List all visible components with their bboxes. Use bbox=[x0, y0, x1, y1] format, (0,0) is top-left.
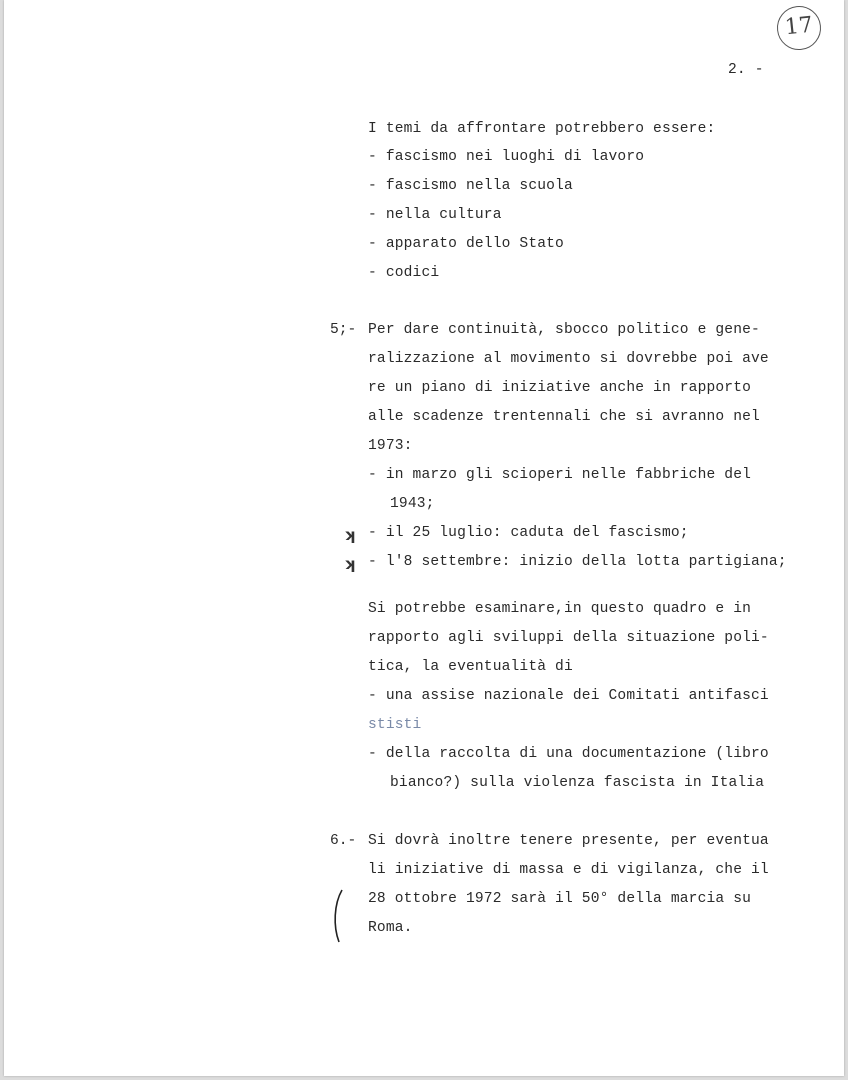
text-line: 28 ottobre 1972 sarà il 50° della marcia su bbox=[368, 891, 752, 907]
handwritten-bracket bbox=[330, 888, 344, 944]
margin-mark: ʞ bbox=[344, 526, 355, 544]
text-line: I temi da affrontare potrebbero essere: bbox=[368, 121, 716, 137]
section-number-5: 5;- bbox=[330, 322, 357, 338]
document-page bbox=[4, 0, 844, 1076]
text-line: Per dare continuità, sbocco politico e gene- bbox=[368, 322, 760, 338]
text-line: alle scadenze trentennali che si avranno nel bbox=[368, 409, 760, 425]
page-number: 2. - bbox=[728, 62, 764, 78]
text-line: 1943; bbox=[390, 496, 435, 512]
list-item: - il 25 luglio: caduta del fascismo; bbox=[368, 525, 689, 541]
list-item: - codici bbox=[368, 265, 440, 281]
text-line: li iniziative di massa e di vigilanza, che il bbox=[368, 862, 769, 878]
text-line: tica, la eventualità di bbox=[368, 659, 573, 675]
list-item: - l'8 settembre: inizio della lotta partigiana; bbox=[368, 554, 787, 570]
text-line: Si potrebbe esaminare,in questo quadro e in bbox=[368, 601, 752, 617]
text-line: 1973: bbox=[368, 438, 413, 454]
text-line: Roma. bbox=[368, 920, 413, 936]
margin-mark: ʞ bbox=[344, 555, 355, 573]
list-item: - nella cultura bbox=[368, 207, 502, 223]
text-line: bianco?) sulla violenza fascista in Italia bbox=[390, 775, 765, 791]
text-line: rapporto agli sviluppi della situazione poli- bbox=[368, 630, 769, 646]
text-line: re un piano di iniziative anche in rapporto bbox=[368, 380, 752, 396]
list-item: - della raccolta di una documentazione (libro bbox=[368, 746, 769, 762]
text-line: Si dovrà inoltre tenere presente, per eventua bbox=[368, 833, 769, 849]
text-line: ralizzazione al movimento si dovrebbe poi ave bbox=[368, 351, 769, 367]
list-item: - fascismo nei luoghi di lavoro bbox=[368, 149, 645, 165]
section-number-6: 6.- bbox=[330, 833, 357, 849]
list-item: - apparato dello Stato bbox=[368, 236, 564, 252]
list-item: - fascismo nella scuola bbox=[368, 178, 573, 194]
text-line: stisti bbox=[368, 717, 422, 733]
list-item: - una assise nazionale dei Comitati antifasci bbox=[368, 688, 769, 704]
list-item: - in marzo gli scioperi nelle fabbriche del bbox=[368, 467, 752, 483]
archive-stamp: 17 bbox=[775, 4, 823, 52]
